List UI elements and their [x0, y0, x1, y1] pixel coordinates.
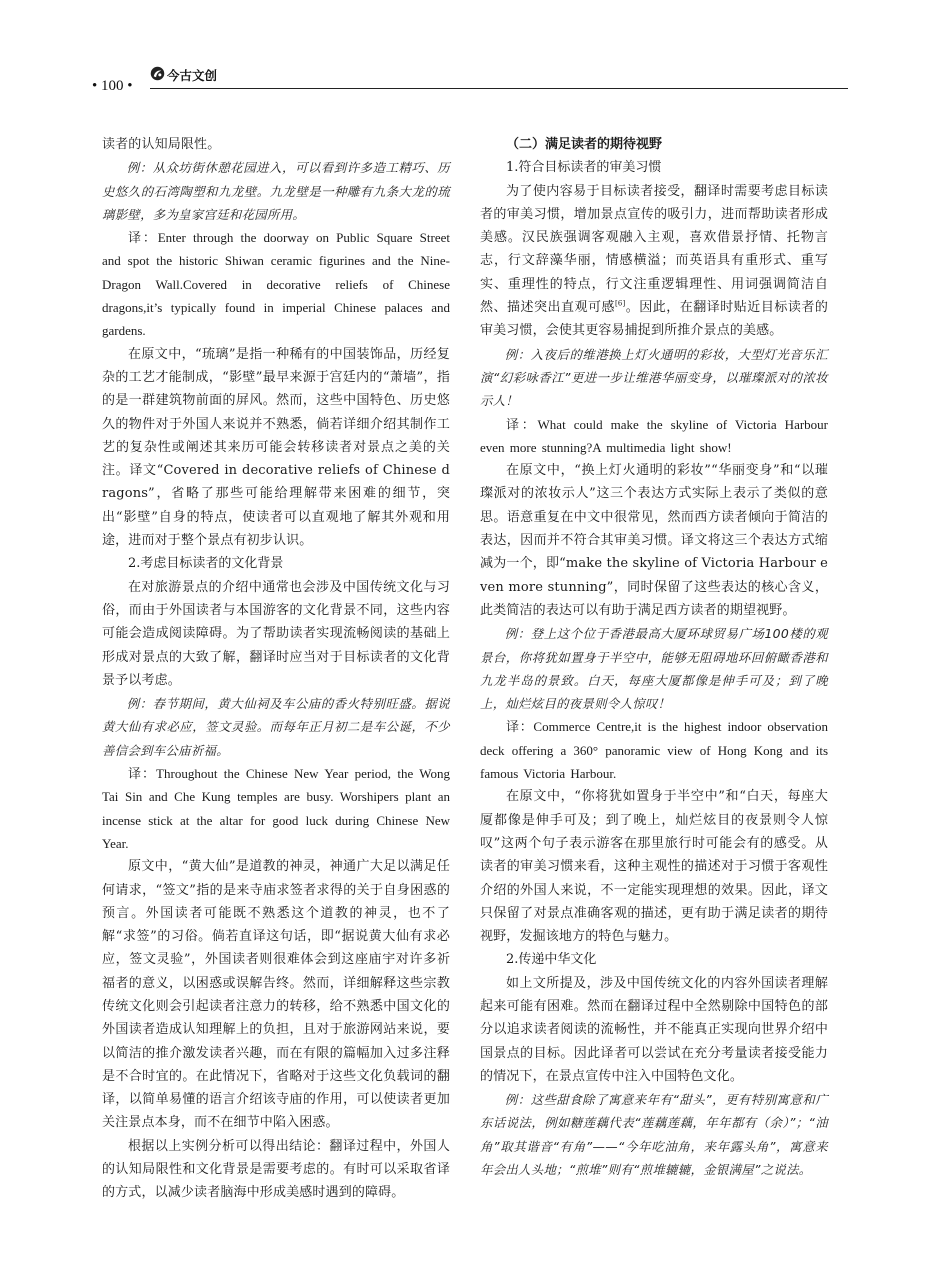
body-paragraph: 读者的认知局限性。 [102, 137, 221, 152]
english-translation: 译：Enter through the doorway on Public Square Street and spot the historic Shiwan ceramic figurines and the Nine-Dragon Wall.Covered in decorative reliefs of Chinese dragons,it’s typically found in imperial Chinese palaces and gardens. [102, 230, 450, 339]
left-column [102, 133, 450, 1205]
subsection-heading: 2.考虑目标读者的文化背景 [128, 556, 284, 572]
page-number: • 100 • [92, 78, 133, 94]
body-paragraph: 在原文中，“换上灯火通明的彩妆”“华丽变身”和“以璀璨派对的浓妆示人”这三个表达方式实际上表示了类似的意思。语意重复在中文中很常见，然而西方读者倾向于简洁的表达，因而并不符合其审美习惯。译文将这三个表达方式缩减为一个，即“make the skyline of Victoria Harbour even more stunning”，同时保留了这些表达的核心含义，此类简洁的表达可以有助于满足西方读者的期望视野。 [480, 463, 828, 618]
body-paragraph: 在原文中，“你将犹如置身于半空中”和“白天，每座大厦都像是伸手可及；到了晚上，灿烂炫目的夜景则令人惊叹”这两个句子表示游客在那里旅行时可能会有的感受。从读者的审美习惯来看，这种主观性的描述对于习惯于客观性介绍的外国人来说，不一定能实现理想的效果。因此，译文只保留了对景点准确客观的描述，更有助于满足读者的期待视野，发掘该地方的特色与魅力。 [480, 789, 828, 945]
english-translation: 译：Throughout the Chinese New Year period, the Wong Tai Sin and Che Kung temples are busy. Worshipers plant an incense stick at the altar for good luck during Chinese New Year. [102, 766, 450, 851]
right-column [480, 133, 828, 1181]
english-translation: 译：Commerce Centre,it is the highest indoor observation deck offering a 360° panoramic view of Hong Kong and its famous Victoria Harbour. [480, 719, 828, 782]
subsection-heading: 2.传递中华文化 [506, 952, 597, 968]
subsection-heading: 1.符合目标读者的审美习惯 [506, 160, 662, 176]
example-text: 例：春节期间，黄大仙祠及车公庙的香火特别旺盛。据说黄大仙有求必应，签文灵验。而每年正月初二是车公诞，不少善信会到车公庙祈福。 [102, 696, 450, 758]
example-text: 例：登上这个位于香港最高大厦环球贸易广场100楼的观景台，你将犹如置身于半空中，能够无阻碍地环回俯瞰香港和九龙半岛的景致。白天，每座大厦都像是伸手可及；到了晚上，灿烂炫目的夜景则令人惊叹！ [480, 626, 828, 712]
example-text: 例：从众坊街休憩花园进入，可以看到许多造工精巧、历史悠久的石湾陶塑和九龙壁。九龙壁是一种雕有九条大龙的琉璃影壁，多为皇家宫廷和花园所用。 [102, 160, 450, 222]
journal-logo-icon [150, 66, 165, 81]
example-text: 例：入夜后的维港换上灯火通明的彩妆，大型灯光音乐汇演“幻彩咏香江”更进一步让维港华丽变身，以璀璨派对的浓妆示人！ [480, 346, 828, 409]
body-paragraph: 如上文所提及，涉及中国传统文化的内容外国读者理解起来可能有困难。然而在翻译过程中全然剔除中国特色的部分以追求读者阅读的流畅性，并不能真正实现向世界介绍中国景点的目标。因此译者可以尝试在充分考量读者接受能力的情况下，在景点宣传中注入中国特色文化。 [480, 975, 828, 1084]
body-paragraph: 根据以上实例分析可以得出结论：翻译过程中，外国人的认知局限性和文化背景是需要考虑的。有时可以采取省译的方式，以减少读者脑海中形成美感时遇到的障碍。 [102, 1138, 450, 1201]
header-rule [150, 88, 848, 89]
body-paragraph: 原文中，“黄大仙”是道教的神灵，神通广大足以满足任何请求，“签文”指的是来寺庙求签者求得的关于自身困惑的预言。外国读者可能既不熟悉这个道教的神灵，也不了解“求签”的习俗。倘若直译这句话，即“据说黄大仙有求必应，签文灵验”，外国读者则很难体会到这座庙宇对许多祈福者的意义，以困惑或误解告终。然而，详细解释这些宗教传统文化则会引起读者注意力的转移，给不熟悉中国文化的外国读者造成认知理解上的负担，且对于旅游网站来说，要以简洁的推介激发读者兴趣，而在有限的篇幅加入过多注释是不合时宜的。在此情况下，省略对于这些文化负载词的翻译，以简单易懂的语言介绍该寺庙的作用，可以使读者更加关注景点本身，而不在细节中陷入困惑。 [102, 859, 450, 1131]
body-paragraph: 在原文中，“琉璃”是指一种稀有的中国装饰品，历经复杂的工艺才能制成，“影壁”最早来源于宫廷内的“萧墙”，指的是一群建筑物前面的屏风。然而，这些中国特色、历史悠久的物件对于外国人来说并不熟悉，倘若详细介绍其制作工艺的复杂性或阐述其来历可能会转移读者对景点之美的关注。译文“Covered in decorative reliefs of Chinese dragons”，省略了那些可能给理解带来困难的细节，突出“影壁”自身的特点，使读者可以直观地了解其外观和用途，进而对于整个景点有初步认识。 [102, 346, 450, 549]
english-translation: 译：What could make the skyline of Victoria Harbour even more stunning?A multimedia light show! [480, 416, 828, 455]
example-text: 例：这些甜食除了寓意来年有“甜头”，更有特别寓意和广东话说法，例如糖莲藕代表“莲藕莲藕，年年都有（余）”；“油角”取其谐音“有角”——“今年吃油角，来年露头角”，寓意来年会出人头地；“煎堆”则有“煎堆辘辘，金银满屋”之说法。 [480, 1092, 828, 1178]
journal-name: 今古文创 [167, 68, 218, 83]
body-paragraph: 为了使内容易于目标读者接受，翻译时需要考虑目标读者的审美习惯，增加景点宣传的吸引力，进而帮助读者形成美感。汉民族强调客观融入主观，喜欢借景抒情、托物言志，行文辞藻华丽，情感横溢；而英语具有重形式、重写实、重理性的特点，行文注重逻辑理性、用词强调简洁自然、描述突出直观可感[6]。因此，在翻译时贴近目标读者的审美习惯，会使其更容易捕捉到所推介景点的美感。 [480, 183, 828, 339]
body-paragraph: 在对旅游景点的介绍中通常也会涉及中国传统文化与习俗，而由于外国读者与本国游客的文化背景不同，这些内容可能会造成阅读障碍。为了帮助读者实现流畅阅读的基础上形成对景点的大致了解，翻译时应当对于目标读者的文化背景予以考虑。 [102, 579, 450, 688]
citation-marker: [6] [615, 299, 626, 308]
section-heading: （二）满足读者的期待视野 [506, 137, 663, 152]
page-header [92, 66, 848, 96]
